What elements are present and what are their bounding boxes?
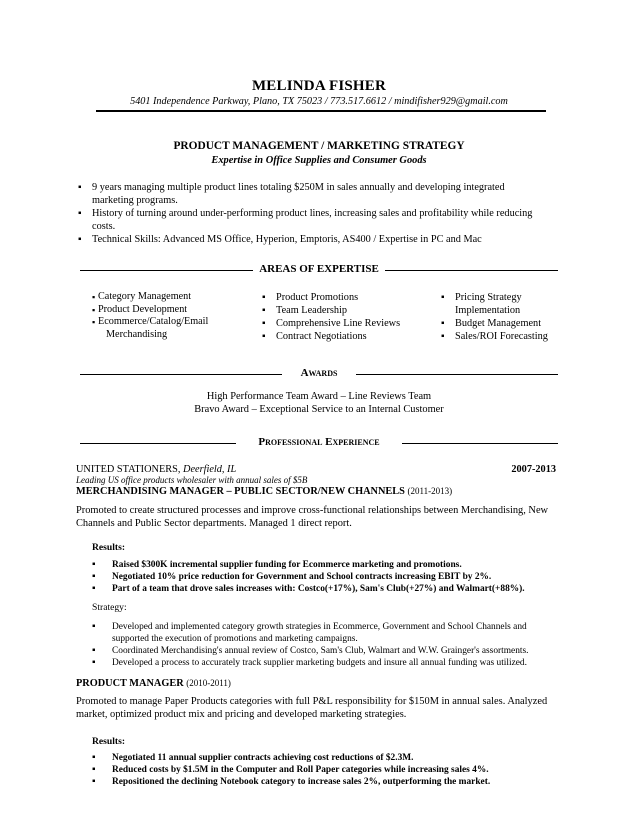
role-dates: (2010-2011) <box>186 678 231 688</box>
section-title: Awards <box>295 367 344 379</box>
result-item: ▪ Negotiated 11 annual supplier contracts achieving cost reductions of $2.3M. <box>92 752 562 764</box>
expertise-item: ▪ Product Promotions <box>262 291 422 304</box>
results-label: Results: <box>92 736 126 747</box>
expertise-item: ▪ Category Management <box>92 291 242 304</box>
award-item: Bravo Award – Exceptional Service to an Internal Customer <box>194 404 444 415</box>
role1-results <box>92 542 562 595</box>
expertise-item: ▪ Ecommerce/Catalog/Email <box>92 316 242 329</box>
result-item: ▪ Part of a team that drove sales increases with: Costco(+17%), Sam's Club(+27%) and Walmart(+88%). <box>92 583 562 595</box>
summary-list <box>78 181 544 246</box>
expertise-item: ▪ Budget Management <box>441 317 581 330</box>
employer-block <box>76 464 560 530</box>
expertise-item: ▪ Pricing Strategy <box>441 291 581 304</box>
expertise-item-continued: Merchandising <box>106 328 168 340</box>
role-title: PRODUCT MANAGER <box>76 678 184 689</box>
strategy-item: ▪ Developed a process to accurately track supplier marketing budgets and insure all annual funding was utilized. <box>92 657 562 669</box>
awards-list <box>0 390 638 416</box>
expertise-column-3 <box>441 291 581 343</box>
expertise-item: ▪ Contract Negotiations <box>262 330 422 343</box>
role1-strategy <box>92 602 562 669</box>
result-item: ▪ Negotiated 10% price reduction for Government and School contracts increasing EBIT by 2%. <box>92 571 562 583</box>
award-item: High Performance Team Award – Line Reviews Team <box>206 391 432 402</box>
expertise-column-1 <box>92 291 242 341</box>
contact-line: 5401 Independence Parkway, Plano, TX 75023 / 773.517.6612 / mindifisher929@gmail.com <box>130 96 508 107</box>
result-item: ▪ Repositioned the declining Notebook category to increase sales 2%, outperforming the market. <box>92 776 562 788</box>
summary-item: ▪ 9 years managing multiple product lines totaling $250M in sales annually and developing integrated marketing programs. <box>78 181 544 207</box>
strategy-item: ▪ Coordinated Merchandising's annual review of Costco, Sam's Club, Walmart and W.W. Grainger's assortments. <box>92 645 562 657</box>
role-description: Promoted to create structured processes and improve cross-functional relationships between Merchandising, New Channels and Public Sector departments. Managed 1 direct report. <box>76 505 549 530</box>
expertise-item: ▪ Comprehensive Line Reviews <box>262 317 422 330</box>
candidate-name: MELINDA FISHER <box>251 78 387 94</box>
company-name: UNITED STATIONERS, <box>76 464 181 475</box>
role2-results <box>92 736 562 788</box>
role-dates: (2011-2013) <box>407 486 453 496</box>
summary-item: ▪ Technical Skills: Advanced MS Office, Hyperion, Emptoris, AS400 / Expertise in PC and Mac <box>78 233 544 246</box>
subheadline: Expertise in Office Supplies and Consumer Goods <box>211 155 427 166</box>
company-location: Deerfield, IL <box>183 464 237 475</box>
strategy-label: Strategy: <box>92 602 127 613</box>
section-title: AREAS OF EXPERTISE <box>253 263 385 275</box>
results-label: Results: <box>92 542 126 553</box>
summary-item: ▪ History of turning around under-performing product lines, increasing sales and profitability while reducing costs. <box>78 207 544 233</box>
expertise-column-2 <box>262 291 422 343</box>
role-description: Promoted to manage Paper Products categories with full P&L responsibility for $150M in annual sales. Analyzed market, optimized product mix and pricing and developed marketing strategies. <box>76 696 548 721</box>
company-years: 2007-2013 <box>511 464 556 475</box>
headline: PRODUCT MANAGEMENT / MARKETING STRATEGY <box>173 140 465 152</box>
section-header-awards <box>80 367 558 383</box>
role2-block <box>76 678 560 721</box>
header-divider <box>96 110 546 112</box>
expertise-item: ▪ Sales/ROI Forecasting <box>441 330 581 343</box>
strategy-item: ▪ Developed and implemented category growth strategies in Ecommerce, Government and School Channels and supported the execution of promotions and marketing campaigns. <box>92 621 562 645</box>
company-description: Leading US office products wholesaler with annual sales of $5B <box>76 475 308 485</box>
result-item: ▪ Reduced costs by $1.5M in the Computer and Roll Paper categories while increasing sales 4%. <box>92 764 562 776</box>
expertise-item: ▪ Product Development <box>92 304 242 317</box>
section-header-experience <box>80 436 558 452</box>
expertise-item: ▪ Team Leadership <box>262 304 422 317</box>
role-title: MERCHANDISING MANAGER – PUBLIC SECTOR/NEW CHANNELS <box>76 486 405 497</box>
section-title: Professional Experience <box>252 436 385 448</box>
result-item: ▪ Raised $300K incremental supplier funding for Ecommerce marketing and promotions. <box>92 559 562 571</box>
section-header-expertise <box>80 263 558 279</box>
expertise-item-continued: Implementation <box>455 305 521 316</box>
